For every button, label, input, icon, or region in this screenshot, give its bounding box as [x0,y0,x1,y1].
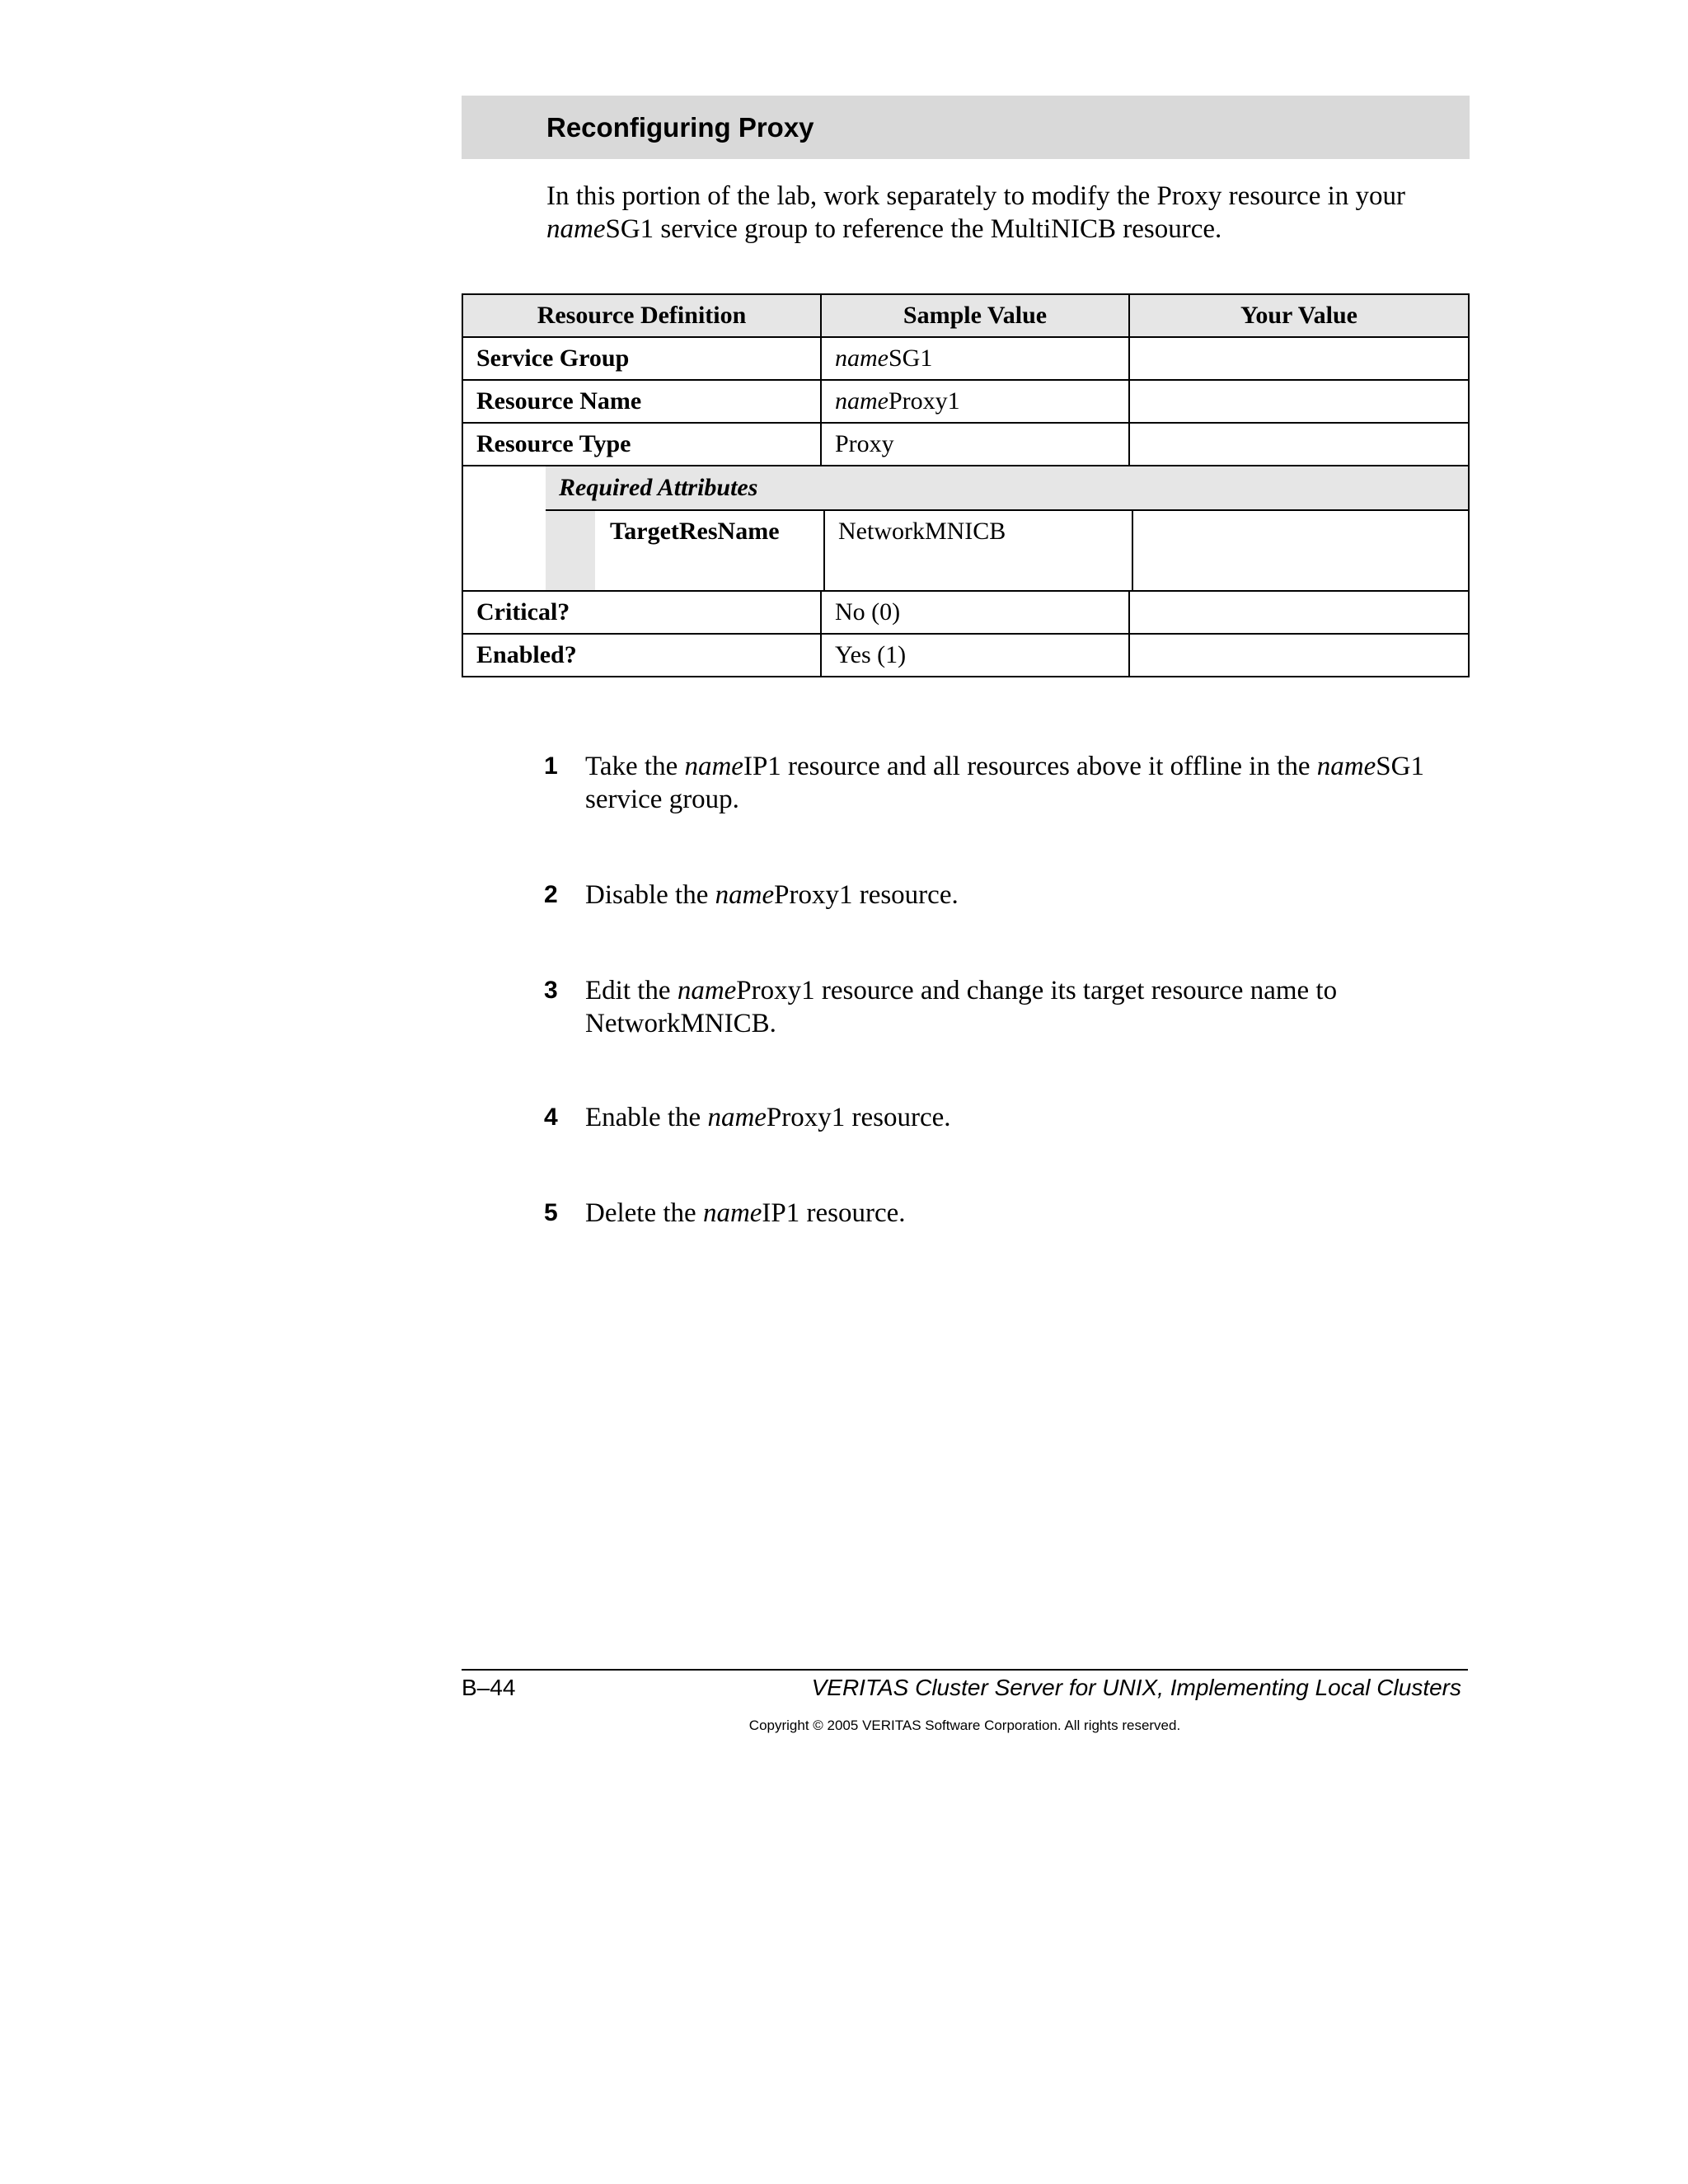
table-row [462,423,1469,466]
step-text-part: Enable the [585,1103,708,1132]
list-item [544,750,1475,816]
step-text-part: Proxy1 resource. [766,1103,951,1132]
footer-divider [462,1669,1468,1671]
row-sample-value [821,423,1129,466]
step-number: 2 [544,881,558,908]
header-your-value: Your Value [1129,294,1469,337]
sample-italic: name [835,344,889,372]
table-row [462,634,1469,677]
step-italic: name [677,976,737,1005]
step-text-part: Disable the [585,880,715,910]
header-resource-definition: Resource Definition [462,294,821,337]
list-item [544,1197,1475,1230]
copyright-notice: Copyright © 2005 VERITAS Software Corporation. All rights reserved. [748,1718,1181,1733]
intro-line-1: In this portion of the lab, work separately to modify the Proxy resource in your [546,181,1406,211]
step-text-part: IP1 resource and all resources above it offline in the [743,752,1317,781]
row-label: Resource Type [462,423,821,466]
row-label: Enabled? [462,634,821,677]
step-number: 4 [544,1104,558,1131]
step-text [585,974,1475,1040]
attribute-indent [546,511,595,590]
step-text-part: IP1 resource. [762,1198,906,1228]
step-text-part: SG1 [1376,752,1424,781]
step-italic: name [702,1198,762,1228]
list-item [544,879,1475,912]
step-text-part: Proxy1 resource and change its target resource name to [736,976,1338,1005]
intro-paragraph [546,180,1474,246]
required-attributes-label: Required Attributes [546,466,1468,511]
list-item [544,974,1475,1040]
step-italic: name [715,880,775,910]
required-attributes-cell [462,466,1469,591]
intro-line-2: SG1 service group to reference the MultiNICB resource. [605,214,1222,244]
row-label: Service Group [462,337,821,380]
sample-italic: name [835,387,889,415]
row-label: Critical? [462,591,821,634]
row-label: Resource Name [462,380,821,423]
row-your-value-cell[interactable] [1129,337,1469,380]
step-number: 1 [544,752,558,780]
page-number: B–44 [462,1675,516,1700]
section-title: Reconfiguring Proxy [546,112,814,143]
attribute-name: TargetResName [610,518,780,545]
row-sample-value [821,380,1129,423]
row-your-value-cell[interactable] [1129,591,1469,634]
step-text [585,1197,1475,1230]
step-number: 5 [544,1199,558,1226]
required-attributes-group [462,466,1469,591]
row-your-value-cell[interactable] [1129,634,1469,677]
row-sample-value [821,337,1129,380]
step-italic: name [707,1103,767,1132]
step-text [585,750,1475,816]
step-number: 3 [544,977,558,1004]
sample-rest: SG1 [888,344,933,372]
step-text-part: Take the [585,752,685,781]
resource-table [462,293,1470,677]
row-sample-value: No (0) [821,591,1129,634]
step-text-part: Proxy1 resource. [774,880,959,910]
step-italic: name [684,752,743,781]
step-text-part: Delete the [585,1198,703,1228]
attributes-gutter [463,466,546,590]
step-text [585,879,1475,912]
row-sample-value: Yes (1) [821,634,1129,677]
intro-italic-name: name [546,214,606,244]
table-header-row [462,294,1469,337]
row-your-value-cell[interactable] [1129,423,1469,466]
attribute-row [546,511,1468,590]
book-title: VERITAS Cluster Server for UNIX, Implementing Local Clusters [811,1675,1461,1700]
step-text-part: Edit the [585,976,678,1005]
table-row [462,380,1469,423]
sample-rest: Proxy [835,430,894,457]
sample-rest: Proxy1 [888,387,960,415]
step-text [585,1101,1475,1134]
attribute-your-value-cell[interactable] [1132,511,1468,590]
step-text-line-2: NetworkMNICB. [585,1009,776,1038]
table-row [462,337,1469,380]
section-heading-bar [462,96,1470,159]
row-your-value-cell[interactable] [1129,380,1469,423]
attribute-sample-value: NetworkMNICB [823,511,1132,590]
table-row [462,591,1469,634]
step-italic: name [1316,752,1376,781]
list-item [544,1101,1475,1134]
step-text-line-2: service group. [585,785,739,814]
header-sample-value: Sample Value [821,294,1129,337]
